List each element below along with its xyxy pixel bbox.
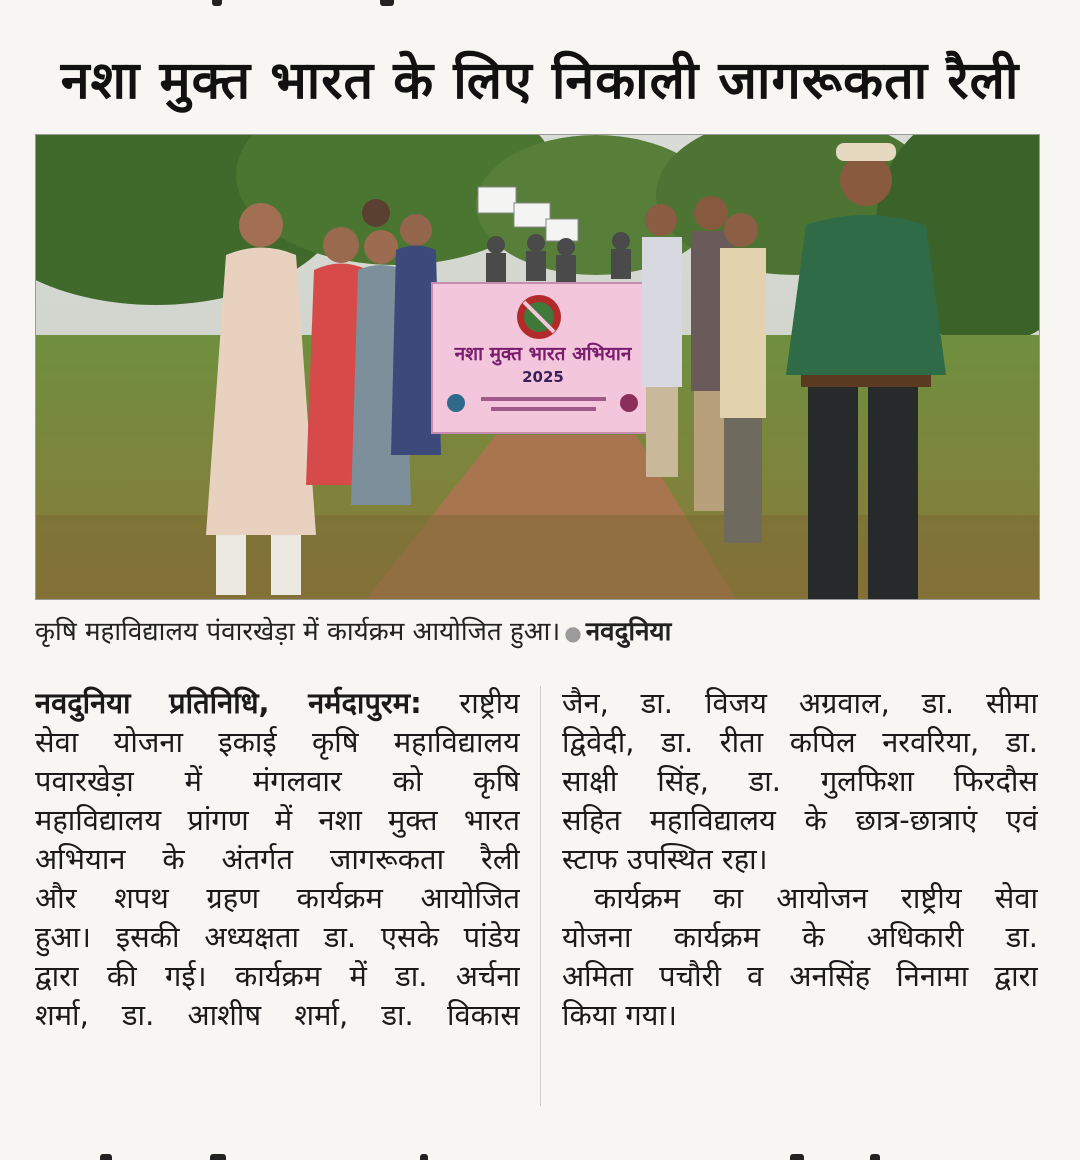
- article-line: सेवा योजना इकाई कृषि महाविद्यालय: [35, 725, 520, 759]
- article-line: कार्यक्रम का आयोजन राष्ट्रीय सेवा: [594, 881, 1038, 915]
- article-line: स्टाफ उपस्थित रहा।: [562, 842, 768, 876]
- news-photo: [35, 134, 1040, 600]
- article-dateline: नवदुनिया प्रतिनिधि, नर्मदापुरम:: [35, 686, 422, 720]
- caption-bullet: ●: [564, 621, 582, 645]
- article-column-right: [562, 684, 1038, 1035]
- article-line: शर्मा, डा. आशीष शर्मा, डा. विकास: [35, 998, 520, 1032]
- article-line: नवदुनिया प्रतिनिधि, नर्मदापुरम: राष्ट्रीय: [35, 686, 520, 720]
- article-line: द्विवेदी, डा. रीता कपिल नरवरिया, डा.: [562, 725, 1038, 759]
- rally-photo-illustration: [36, 135, 1039, 599]
- caption-text: कृषि महाविद्यालय पंवारखेड़ा में कार्यक्रम आयोजित हुआ।: [35, 617, 561, 647]
- article-line: अभियान के अंतर्गत जागरूकता रैली: [35, 842, 520, 876]
- banner-title: नशा मुक्त भारत अभियान: [454, 343, 632, 365]
- caption-credit: नवदुनिया: [585, 617, 672, 647]
- photo-caption: [35, 612, 1035, 653]
- clipped-next-article: [0, 1150, 1080, 1160]
- article-column-left: [35, 684, 520, 1035]
- column-divider: [540, 686, 541, 1106]
- article-line: पवारखेड़ा में मंगलवार को कृषि: [35, 764, 520, 798]
- article-line: और शपथ ग्रहण कार्यक्रम आयोजित: [35, 881, 520, 915]
- article-line: साक्षी सिंह, डा. गुलफिशा फिरदौस: [562, 764, 1038, 798]
- article-line: महाविद्यालय प्रांगण में नशा मुक्त भारत: [35, 803, 520, 837]
- banner-year: 2025: [522, 368, 564, 386]
- headline: नशा मुक्त भारत के लिए निकाली जागरूकता रैली: [60, 51, 1020, 111]
- article-line: सहित महाविद्यालय के छात्र-छात्राएं एवं: [562, 803, 1038, 837]
- article-line: जैन, डा. विजय अग्रवाल, डा. सीमा: [562, 686, 1038, 720]
- clipped-previous-article: [0, 0, 1080, 10]
- article-line: द्वारा की गई। कार्यक्रम में डा. अर्चना: [35, 959, 520, 993]
- article-line: योजना कार्यक्रम के अधिकारी डा.: [562, 920, 1038, 954]
- article-line: हुआ। इसकी अध्यक्षता डा. एसके पांडेय: [35, 920, 520, 954]
- article-line: किया गया।: [562, 998, 677, 1032]
- article-line: अमिता पचौरी व अनसिंह निनामा द्वारा: [562, 959, 1038, 993]
